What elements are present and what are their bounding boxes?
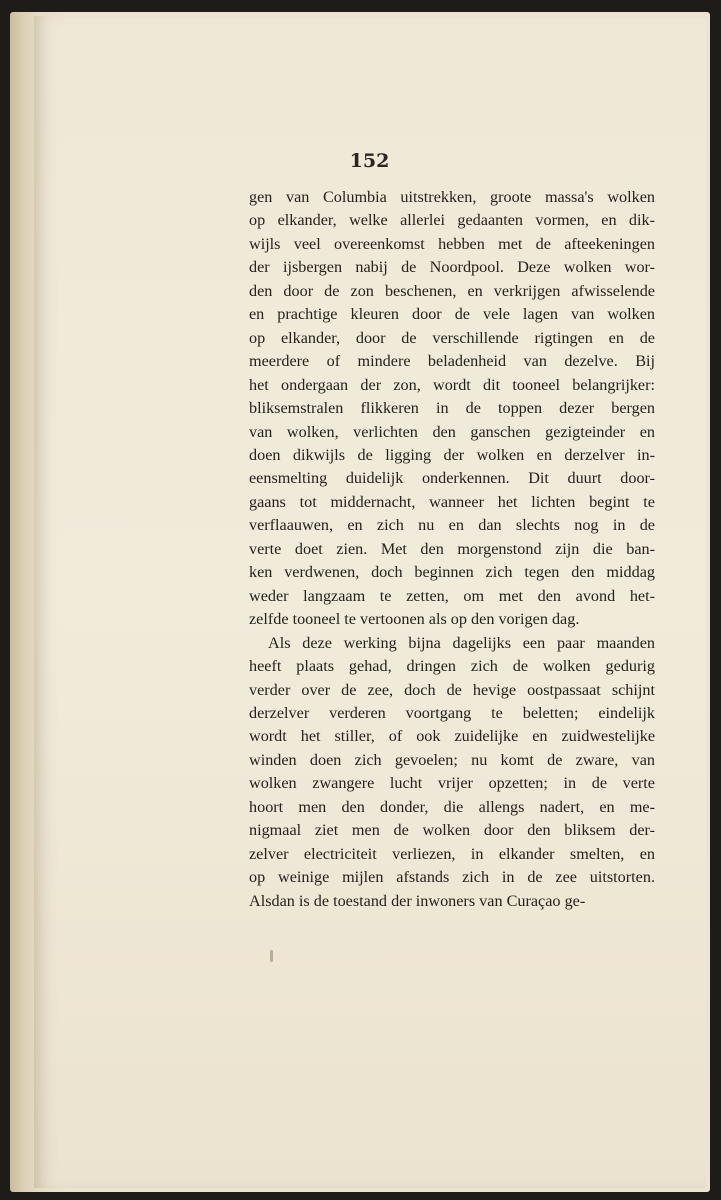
text-line: verder over de zee, doch de hevige oostpassaat schijnt [249,680,655,699]
text-line: op weinige mijlen afstands zich in de zee uitstorten. [249,868,655,887]
text-line: heeft plaats gehad, dringen zich de wolken gedurig [249,657,655,676]
page-number: 152 [349,150,390,172]
text-line: Als deze werking bijna dagelijks een paar maanden [268,633,655,652]
text-line: eensmelting duidelijk onderkennen. Dit duurt door- [249,469,655,488]
text-line: ken verdwenen, doch beginnen zich tegen den middag [249,563,655,582]
body-text [249,186,655,913]
text-line: den door de zon beschenen, en verkrijgen afwisselende [249,281,655,300]
text-line: winden doen zich gevoelen; nu komt de zware, van [249,750,655,769]
text-line: verflaauwen, en zich nu en dan slechts nog in de [249,516,655,535]
text-line: meerdere of mindere beladenheid van dezelve. Bij [249,352,655,371]
text-line: Alsdan is de toestand der inwoners van Curaçao ge- [249,891,586,910]
paragraph [249,186,655,632]
text-line: op elkander, door de verschillende rigtingen en de [249,328,655,347]
text-line: zelfde tooneel te vertoonen als op den vorigen dag. [249,610,580,629]
text-line: nigmaal ziet men de wolken door den bliksem der- [249,821,655,840]
text-line: van wolken, verlichten den ganschen gezigteinder en [249,422,655,441]
text-line: het ondergaan der zon, wordt dit tooneel belangrijker: [249,375,655,394]
text-line: wordt het stiller, of ook zuidelijke en zuidwestelijke [249,727,655,746]
text-line: hoort men den donder, die allengs nadert, en me- [249,797,655,816]
text-line: op elkander, welke allerlei gedaanten vormen, en dik- [249,211,655,230]
text-line: bliksemstralen flikkeren in de toppen dezer bergen [249,399,655,418]
text-line: zelver electriciteit verliezen, in elkander smelten, en [249,844,655,863]
text-line: der ijsbergen nabij de Noordpool. Deze wolken wor- [249,258,655,277]
text-line: weder langzaam te zetten, om met den avond het- [249,586,655,605]
paragraph [249,632,655,913]
text-line: gaans tot middernacht, wanneer het lichten begint te [249,492,655,511]
text-line: doen dikwijls de ligging der wolken en derzelver in- [249,445,655,464]
text-line: wolken zwangere lucht vrijer opzetten; in de verte [249,774,655,793]
text-line: en prachtige kleuren door de vele lagen van wolken [249,305,655,324]
text-line: derzelver verderen voortgang te beletten; eindelijk [249,703,655,722]
ink-mark [270,950,273,962]
text-line: verte doet zien. Met den morgenstond zijn die ban- [249,539,655,558]
text-line: gen van Columbia uitstrekken, groote massa's wolken [249,188,655,206]
text-line: wijls veel overeenkomst hebben met de afteekeningen [249,234,655,253]
